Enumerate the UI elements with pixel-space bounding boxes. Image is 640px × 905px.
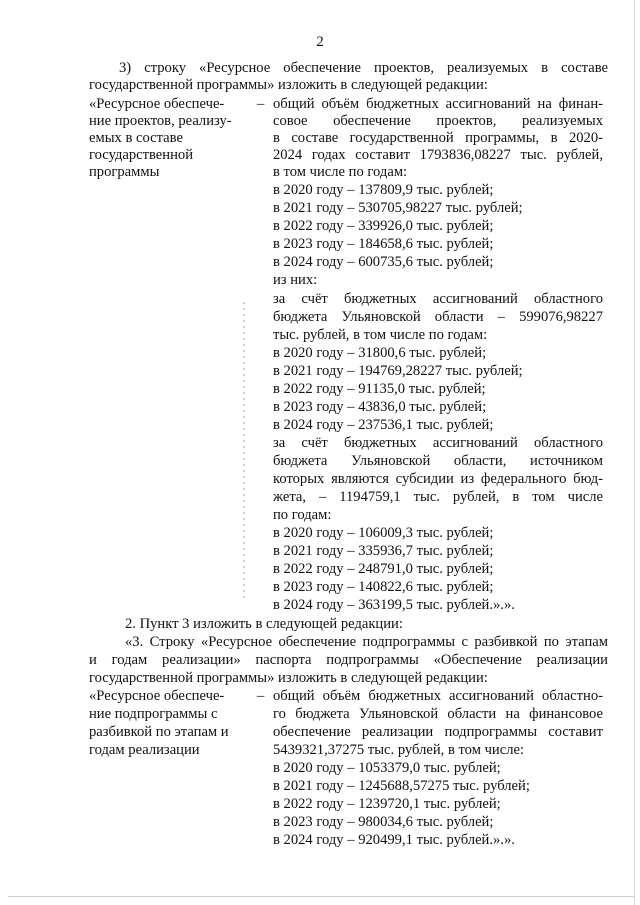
item3-right-line-21: бюджета Ульяновской области, источником [273, 453, 603, 469]
point2-right-line-2: го бюджета Ульяновской области на финансовое [273, 706, 603, 722]
page-bottom-line [8, 896, 634, 897]
item3-right-line-29: в 2024 году – 363199,5 тыс. рублей.».». [273, 597, 515, 613]
point2-dash: – [257, 688, 265, 704]
item3-right-line-1: общий объём бюджетных ассигнований на финан- [273, 96, 603, 112]
item3-right-line-14: тыс. рублей, в том числе по годам: [273, 327, 488, 343]
item3-right-line-10: в 2024 году – 600735,6 тыс. рублей; [273, 254, 494, 270]
scan-dot-artifact [243, 300, 245, 600]
item3-right-line-16: в 2021 году – 194769,28227 тыс. рублей; [273, 363, 523, 379]
point2-left-line-4: годам реализации [89, 742, 200, 758]
point2-right-line-6: в 2021 году – 1245688,57275 тыс. рублей; [273, 778, 530, 794]
item3-right-line-18: в 2023 году – 43836,0 тыс. рублей; [273, 399, 487, 415]
item3-right-line-5: в том числе по годам: [273, 164, 408, 180]
item3-right-line-19: в 2024 году – 237536,1 тыс. рублей; [273, 417, 494, 433]
point2-left-line-1: «Ресурсное обеспече- [89, 688, 225, 704]
point2-heading: 2. Пункт 3 изложить в следующей редакции: [125, 616, 403, 632]
item3-right-line-26: в 2021 году – 335936,7 тыс. рублей; [273, 543, 494, 559]
point2-right-line-5: в 2020 году – 1053379,0 тыс. рублей; [273, 760, 501, 776]
item3-right-line-17: в 2022 году – 91135,0 тыс. рублей; [273, 381, 486, 397]
item3-intro-line-2: государственной программы» изложить в следующей редакции: [89, 77, 488, 93]
item3-right-line-9: в 2023 году – 184658,6 тыс. рублей; [273, 236, 494, 252]
item3-left-line-5: программы [89, 164, 160, 180]
item3-left-line-1: «Ресурсное обеспече- [89, 96, 225, 112]
item3-right-line-4: 2024 годах составит 1793836,08227 тыс. рублей, [273, 147, 603, 163]
item3-right-line-25: в 2020 году – 106009,3 тыс. рублей; [273, 525, 494, 541]
point2-right-line-7: в 2022 году – 1239720,1 тыс. рублей; [273, 796, 501, 812]
point2-intro-line-3: государственной программы» изложить в следующей редакции: [89, 670, 488, 686]
item3-left-line-2: ние проектов, реализу- [89, 113, 232, 129]
item3-left-line-4: государственной [89, 147, 194, 163]
item3-intro-line-1: 3) строку «Ресурсное обеспечение проектов, реализуемых в составе [119, 60, 608, 76]
point2-left-line-3: разбивкой по этапам и [89, 724, 229, 740]
item3-right-line-28: в 2023 году – 140822,6 тыс. рублей; [273, 579, 494, 595]
item3-right-line-7: в 2021 году – 530705,98227 тыс. рублей; [273, 200, 523, 216]
item3-right-line-27: в 2022 году – 248791,0 тыс. рублей; [273, 561, 494, 577]
item3-right-line-20: за счёт бюджетных ассигнований областного [273, 435, 603, 451]
point2-right-line-1: общий объём бюджетных ассигнований областно- [273, 688, 603, 704]
item3-right-line-8: в 2022 году – 339926,0 тыс. рублей; [273, 218, 494, 234]
item3-right-line-13: бюджета Ульяновской области – 599076,98227 [273, 309, 603, 325]
point2-intro-line-1: «3. Строку «Ресурсное обеспечение подпрограммы с разбивкой по этапам [125, 634, 608, 650]
item3-left-line-3: емых в составе [89, 130, 183, 146]
point2-right-line-9: в 2024 году – 920499,1 тыс. рублей.».». [273, 832, 515, 848]
item3-right-line-15: в 2020 году – 31800,6 тыс. рублей; [273, 345, 487, 361]
page-number: 2 [316, 34, 324, 50]
point2-right-line-4: 5439321,37275 тыс. рублей, в том числе: [273, 742, 525, 758]
item3-right-line-3: в составе государственной программы, в 2020- [273, 130, 603, 146]
page-edge-line [634, 0, 635, 905]
point2-right-line-3: обеспечение реализации подпрограммы составит [273, 724, 603, 740]
point2-left-line-2: ние подпрограммы с [89, 706, 218, 722]
item3-right-line-6: в 2020 году – 137809,9 тыс. рублей; [273, 182, 494, 198]
item3-right-line-11: из них: [273, 272, 318, 288]
item3-right-line-12: за счёт бюджетных ассигнований областного [273, 291, 603, 307]
item3-dash: – [257, 96, 265, 112]
point2-right-line-8: в 2023 году – 980034,6 тыс. рублей; [273, 814, 494, 830]
item3-right-line-23: жета, – 1194759,1 тыс. рублей, в том числе [273, 489, 603, 505]
item3-right-line-2: совое обеспечение проектов, реализуемых [273, 113, 603, 129]
point2-intro-line-2: и годам реализации» паспорта подпрограммы «Обеспечение реализации [89, 652, 608, 668]
item3-right-line-24: по годам: [273, 507, 332, 523]
item3-right-line-22: которых являются субсидии из федерального бюд- [273, 471, 603, 487]
